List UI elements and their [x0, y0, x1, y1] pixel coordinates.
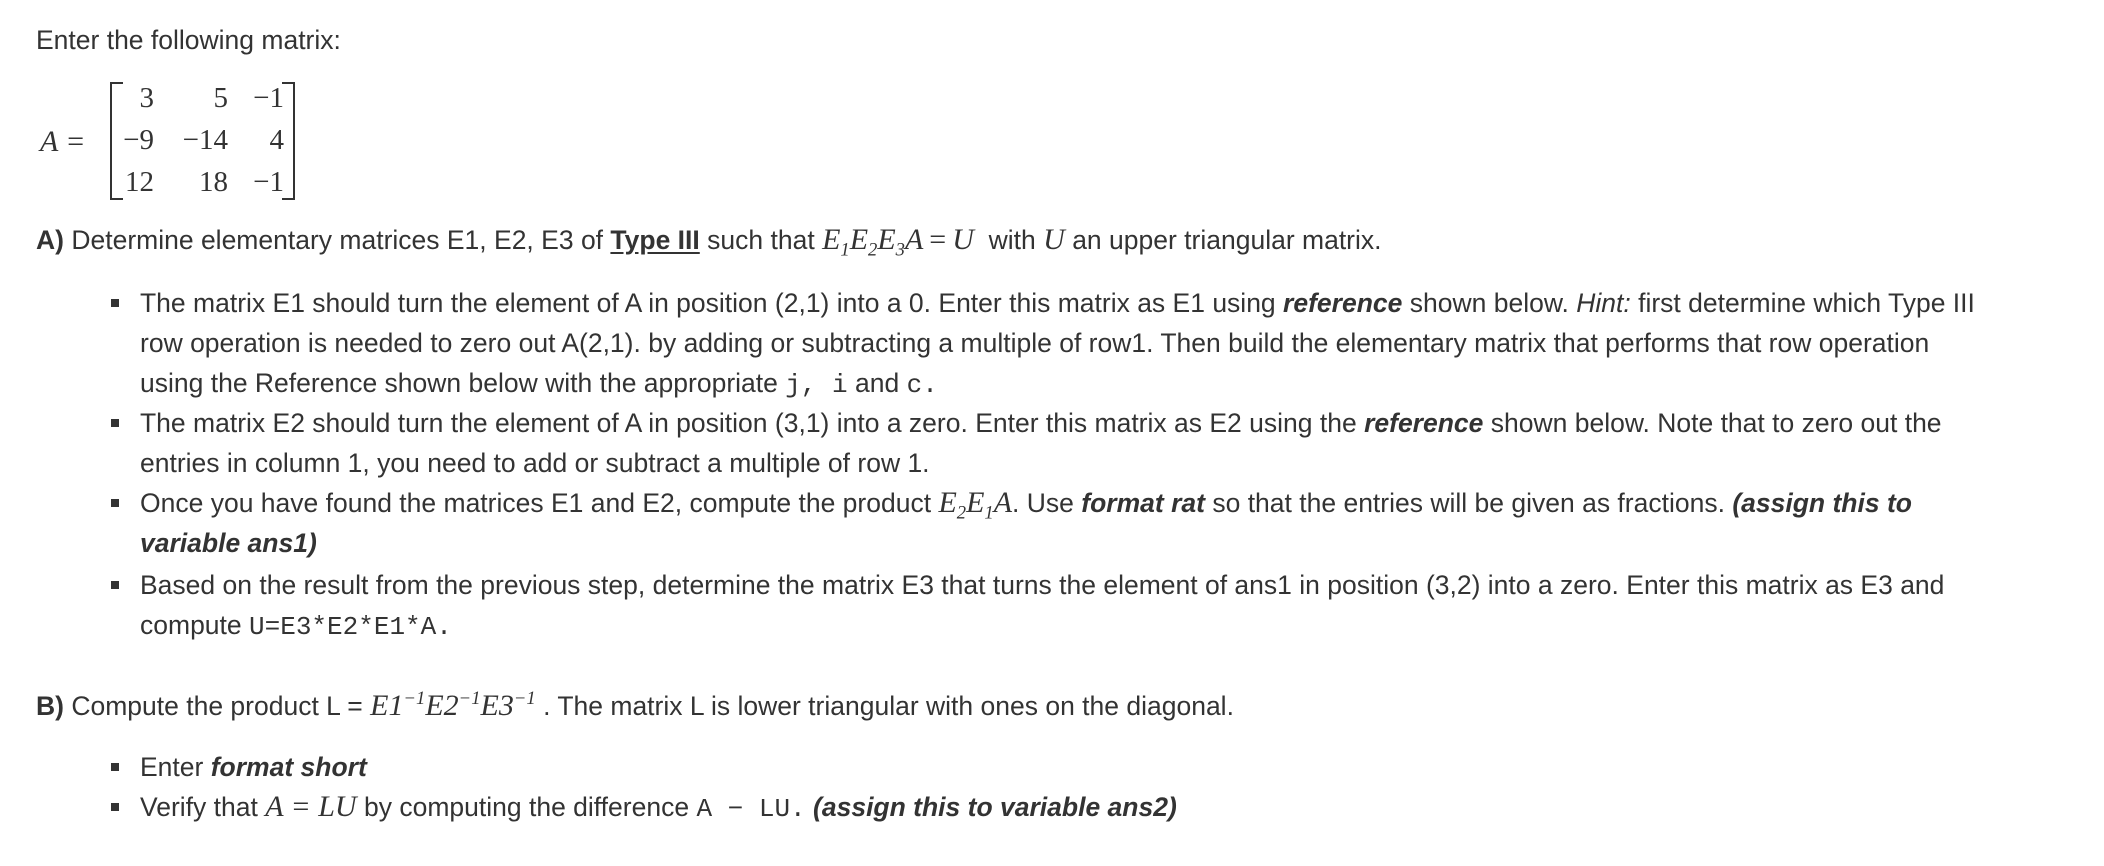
- bullet-e3: Based on the result from the previous step, determine the matrix E3 that turns the element of ans1 in position (3,2) into a zero. Enter this matrix as E3 and compute U=E3*E2*E1*A.: [140, 570, 1945, 642]
- part-b-statement: [36, 686, 1234, 726]
- part-a-text: an upper triangular matrix.: [1072, 225, 1382, 255]
- matrix-cell: −1: [253, 82, 284, 114]
- bullet-verify: Verify that A = LU by computing the difference A − LU. (assign this to variable ans2): [140, 790, 1177, 824]
- bullet-marker: [111, 803, 119, 811]
- type-iii-link: Type III: [610, 225, 700, 255]
- part-a-text: such that: [707, 225, 815, 255]
- equation-e1e2e3a-eq-u: $E_1E_2E_3A = U$: [822, 223, 974, 261]
- matrix-cell: −9: [123, 124, 154, 156]
- matrix-cell: 5: [213, 82, 228, 114]
- part-b-text: Compute the product L =: [71, 691, 363, 721]
- bullet-e1: The matrix E1 should turn the element of A in position (2,1) into a 0. Enter this matrix as E1 using reference shown below. Hint: first determine which Type III row operation is needed to zero out A(2,1). by adding or subtracting a multiple of row1. Then build the elementary matrix that performs that row operation using the Reference shown below with the appropriate j, i and c.: [140, 288, 1975, 400]
- bullet-marker: [111, 581, 119, 589]
- part-b-label: B): [36, 691, 64, 721]
- bullet-e2: The matrix E2 should turn the element of A in position (3,1) into a zero. Enter this matrix as E2 using the reference shown below. Note that to zero out the entries in column 1, you need to add or subtract a multiple of row 1.: [140, 408, 1942, 478]
- intro-text: Enter the following matrix:: [36, 25, 341, 55]
- math-u: U: [1043, 223, 1065, 256]
- matrix-cell: 3: [139, 82, 154, 114]
- part-a-statement: [36, 220, 1382, 260]
- equation-l-inverse-product: $E1^{-1}E2^{-1}E3^{-1}$: [370, 687, 536, 722]
- part-a-text: with: [988, 225, 1036, 255]
- part-a-text: Determine elementary matrices E1, E2, E3 of: [71, 225, 604, 255]
- part-a-label: A): [36, 225, 64, 255]
- bullet-format-short: Enter format short: [140, 752, 367, 782]
- matrix-cell: 18: [199, 166, 228, 198]
- bullet-marker: [111, 763, 119, 771]
- bullet-marker: [111, 499, 119, 507]
- matrix-cell: 12: [125, 166, 154, 198]
- bullet-marker: [111, 299, 119, 307]
- bullet-product: Once you have found the matrices E1 and E2, compute the product $E_2E_1A$. Use format rat so that the entries will be given as fractions. (assign this to variable ans1): [140, 486, 1912, 558]
- bullet-marker: [111, 419, 119, 427]
- part-b-text: . The matrix L is lower triangular with ones on the diagonal.: [543, 691, 1234, 721]
- matrix-cell: −1: [253, 166, 284, 198]
- matrix-label: A =: [40, 125, 86, 158]
- matrix-cell: −14: [182, 124, 228, 156]
- matrix-cell: 4: [269, 124, 284, 156]
